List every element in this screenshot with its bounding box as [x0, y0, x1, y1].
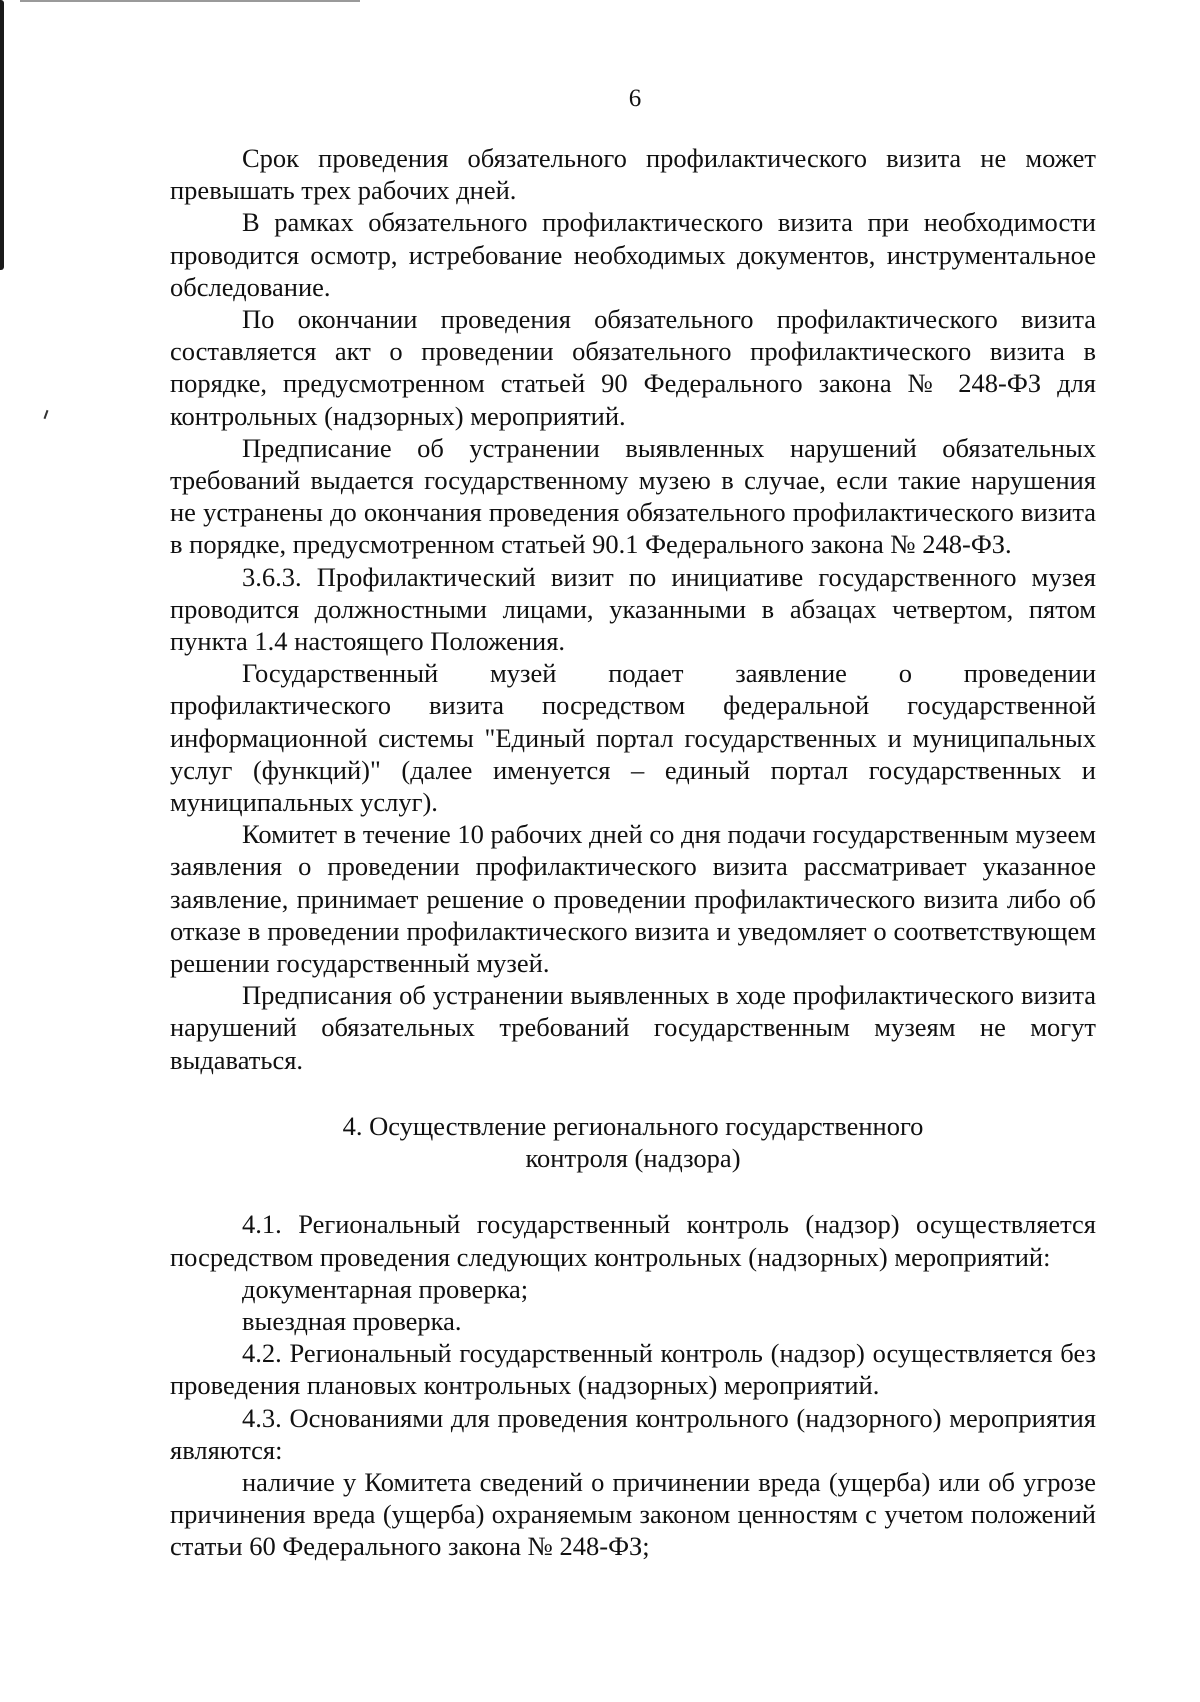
paragraph: 4.1. Региональный государственный контроль (надзор) осуществляется посредством проведения следующих контрольных (надзорных) мероприятий: — [170, 1209, 1096, 1272]
paragraph: Предписания об устранении выявленных в ходе профилактического визита нарушений обязательных требований государственным музеям не могут выдаваться. — [170, 980, 1096, 1075]
list-item: документарная проверка; — [242, 1273, 529, 1304]
scan-speck-artifact — [44, 410, 49, 419]
section-heading-line: контроля (надзора) — [525, 1143, 741, 1174]
paragraph: Срок проведения обязательного профилактического визита не может превышать трех рабочих дней. — [170, 143, 1096, 206]
section-heading-line: 4. Осуществление регионального государственного — [342, 1110, 924, 1141]
scan-top-artifact — [20, 0, 360, 2]
paragraph: 3.6.3. Профилактический визит по инициативе государственного музея проводится должностными лицами, указанными в абзацах четвертом, пятом пункта 1.4 настоящего Положения. — [170, 561, 1096, 657]
page-number: 6 — [628, 85, 642, 112]
paragraph: По окончании проведения обязательного профилактического визита составляется акт о проведении обязательного профилактического визита в порядке, предусмотренном статьей 90 Федерального закона № 248-ФЗ для контрольных (надзорных) мероприятий. — [170, 304, 1096, 431]
section-heading — [170, 1110, 1096, 1174]
paragraph: Государственный музей подает заявление о проведении профилактического визита посредством федеральной государственной информационной системы "Единый портал государственных и муниципальных услуг (функций)" (далее именуется – единый портал государственных и муниципальных услуг). — [170, 658, 1096, 818]
paragraph: 4.3. Основаниями для проведения контрольного (надзорного) мероприятия являются: — [170, 1402, 1096, 1465]
document-body — [170, 142, 1096, 1563]
list-item: выездная проверка. — [242, 1305, 462, 1336]
paragraph: Комитет в течение 10 рабочих дней со дня подачи государственным музеем заявления о проведении профилактического визита рассматривает указанное заявление, принимает решение о проведении профилактического визита либо об отказе в проведении профилактического визита и уведомляет о соответствующем решении государственный музей. — [170, 819, 1096, 979]
paragraph: наличие у Комитета сведений о причинении вреда (ущерба) или об угрозе причинения вреда (ущерба) охраняемым законом ценностям с учетом положений статьи 60 Федерального закона № 248-ФЗ; — [170, 1466, 1096, 1562]
paragraph: 4.2. Региональный государственный контроль (надзор) осуществляется без проведения плановых контрольных (надзорных) мероприятий. — [170, 1338, 1096, 1401]
paragraph: В рамках обязательного профилактического визита при необходимости проводится осмотр, истребование необходимых документов, инструментальное обследование. — [170, 207, 1096, 302]
paragraph: Предписание об устранении выявленных нарушений обязательных требований выдается государственному музею в случае, если такие нарушения не устранены до окончания проведения обязательного профилактического визита в порядке, предусмотренном статьей 90.1 Федерального закона № 248-ФЗ. — [170, 432, 1096, 560]
scan-edge-artifact — [0, 0, 4, 270]
